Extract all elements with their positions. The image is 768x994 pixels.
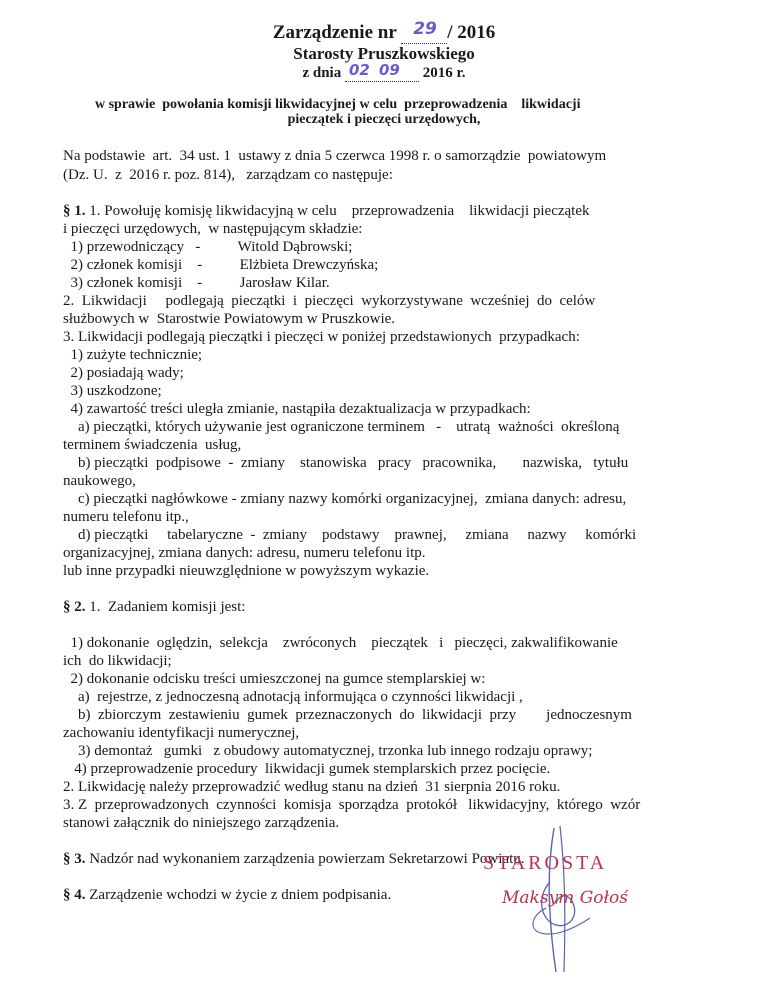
document-title bbox=[0, 19, 768, 44]
section1-line: 1) zużyte technicznie; bbox=[63, 347, 203, 363]
section1-line: 3. Likwidacji podlegają pieczątki i pieczęci w poniżej przedstawionych przypadkach: bbox=[63, 329, 580, 345]
section1-line: 2. Likwidacji podlegają pieczątki i pieczęci wykorzystywane wcześniej do celów bbox=[63, 293, 596, 309]
date-suffix: 2016 r. bbox=[422, 65, 466, 81]
handwritten-day: 02 bbox=[348, 61, 370, 79]
section1-line: 2) członek komisji - Elżbieta Drewczyńska; bbox=[63, 257, 379, 273]
section1-sign: § 1. bbox=[63, 203, 86, 219]
section2-line: b) zbiorczym zestawieniu gumek przeznaczonych do likwidacji przy jednoczesnym bbox=[63, 707, 632, 723]
section1-line: § 1. 1. Powołuję komisję likwidacyjną w celu przeprowadzenia likwidacji pieczątek bbox=[63, 203, 590, 219]
section1-line: a) pieczątki, których używanie jest ograniczone terminem - utratą ważności określoną bbox=[63, 419, 620, 435]
preamble-line-1: Na podstawie art. 34 ust. 1 ustawy z dnia 5 czerwca 1998 r. o samorządzie powiatowym bbox=[63, 148, 607, 164]
section2-line: zachowaniu identyfikacji numerycznej, bbox=[63, 725, 300, 741]
preamble-line-2: (Dz. U. z 2016 r. poz. 814), zarządzam co następuje: bbox=[63, 167, 393, 183]
section1-line: numeru telefonu itp., bbox=[63, 509, 189, 525]
section3-line: § 3. Nadzór nad wykonaniem zarządzenia powierzam Sekretarzowi Powiatu. bbox=[63, 851, 525, 867]
section1-line: 2) posiadają wady; bbox=[63, 365, 184, 381]
subject-line-1: w sprawie powołania komisji likwidacyjnej w celu przeprowadzenia likwidacji bbox=[95, 97, 581, 112]
section3-sign: § 3. bbox=[63, 851, 86, 867]
signatory-name: Maksym Gołoś bbox=[502, 888, 628, 908]
title-prefix: Zarządzenie nr bbox=[272, 22, 397, 43]
section1-line: naukowego, bbox=[63, 473, 136, 489]
section1-line: służbowych w Starostwie Powiatowym w Pruszkowie. bbox=[63, 311, 396, 327]
handwritten-order-number: 29 bbox=[413, 19, 437, 39]
starosta-stamp: STAROSTA bbox=[483, 852, 608, 874]
section4-line: § 4. Zarządzenie wchodzi w życie z dniem podpisania. bbox=[63, 887, 392, 903]
order-number-field bbox=[401, 19, 447, 44]
date-field bbox=[345, 61, 419, 82]
section2-line: 4) przeprowadzenie procedury likwidacji gumek stemplarskich przez pocięcie. bbox=[63, 761, 551, 777]
section2-line: ich do likwidacji; bbox=[63, 653, 172, 669]
section1-line: i pieczęci urzędowych, w następującym składzie: bbox=[63, 221, 363, 237]
section1-line: b) pieczątki podpisowe - zmiany stanowiska pracy pracownika, nazwiska, tytułu bbox=[63, 455, 629, 471]
section2-heading: § 2. 1. Zadaniem komisji jest: bbox=[63, 599, 246, 615]
date-prefix: z dnia bbox=[302, 65, 342, 81]
section2-line: 3) demontaż gumki z obudowy automatycznej, trzonka lub innego rodzaju oprawy; bbox=[63, 743, 593, 759]
section1-line: lub inne przypadki nieuwzględnione w powyższym wykazie. bbox=[63, 563, 430, 579]
section2-sign: § 2. bbox=[63, 599, 86, 615]
section1-line: d) pieczątki tabelaryczne - zmiany podstawy prawnej, zmiana nazwy komórki bbox=[63, 527, 637, 543]
section2-line: 1) dokonanie oględzin, selekcja zwróconych pieczątek i pieczęci, zakwalifikowanie bbox=[63, 635, 618, 651]
section2-line: 2. Likwidację należy przeprowadzić według stanu na dzień 31 sierpnia 2016 roku. bbox=[63, 779, 561, 795]
section2-line: 2) dokonanie odcisku treści umieszczonej na gumce stemplarskiej w: bbox=[63, 671, 486, 687]
section1-line: 4) zawartość treści uległa zmianie, nastąpiła dezaktualizacja w przypadkach: bbox=[63, 401, 531, 417]
document-date bbox=[0, 61, 768, 82]
title-suffix: / 2016 bbox=[447, 22, 496, 43]
section1-line: 3) uszkodzone; bbox=[63, 383, 162, 399]
section1-line: 1) przewodniczący - Witold Dąbrowski; bbox=[63, 239, 353, 255]
issuing-authority: Starosty Pruszkowskiego bbox=[293, 44, 475, 63]
section1-line: c) pieczątki nagłówkowe - zmiany nazwy komórki organizacyjnej, zmiana danych: adresu, bbox=[63, 491, 627, 507]
handwritten-month: 09 bbox=[378, 61, 400, 79]
section1-line: 3) członek komisji - Jarosław Kilar. bbox=[63, 275, 330, 291]
subject-line-2: pieczątek i pieczęci urzędowych, bbox=[287, 112, 481, 127]
section2-line: 3. Z przeprowadzonych czynności komisja sporządza protokół likwidacyjny, którego wzór bbox=[63, 797, 641, 813]
section4-sign: § 4. bbox=[63, 887, 86, 903]
section1-line: terminem świadczenia usług, bbox=[63, 437, 242, 453]
section2-line: stanowi załącznik do niniejszego zarządzenia. bbox=[63, 815, 340, 831]
section2-line: a) rejestrze, z jednoczesną adnotacją informująca o czynności likwidacji , bbox=[63, 689, 523, 705]
section1-line: organizacyjnej, zmiana danych: adresu, numeru telefonu itp. bbox=[63, 545, 426, 561]
